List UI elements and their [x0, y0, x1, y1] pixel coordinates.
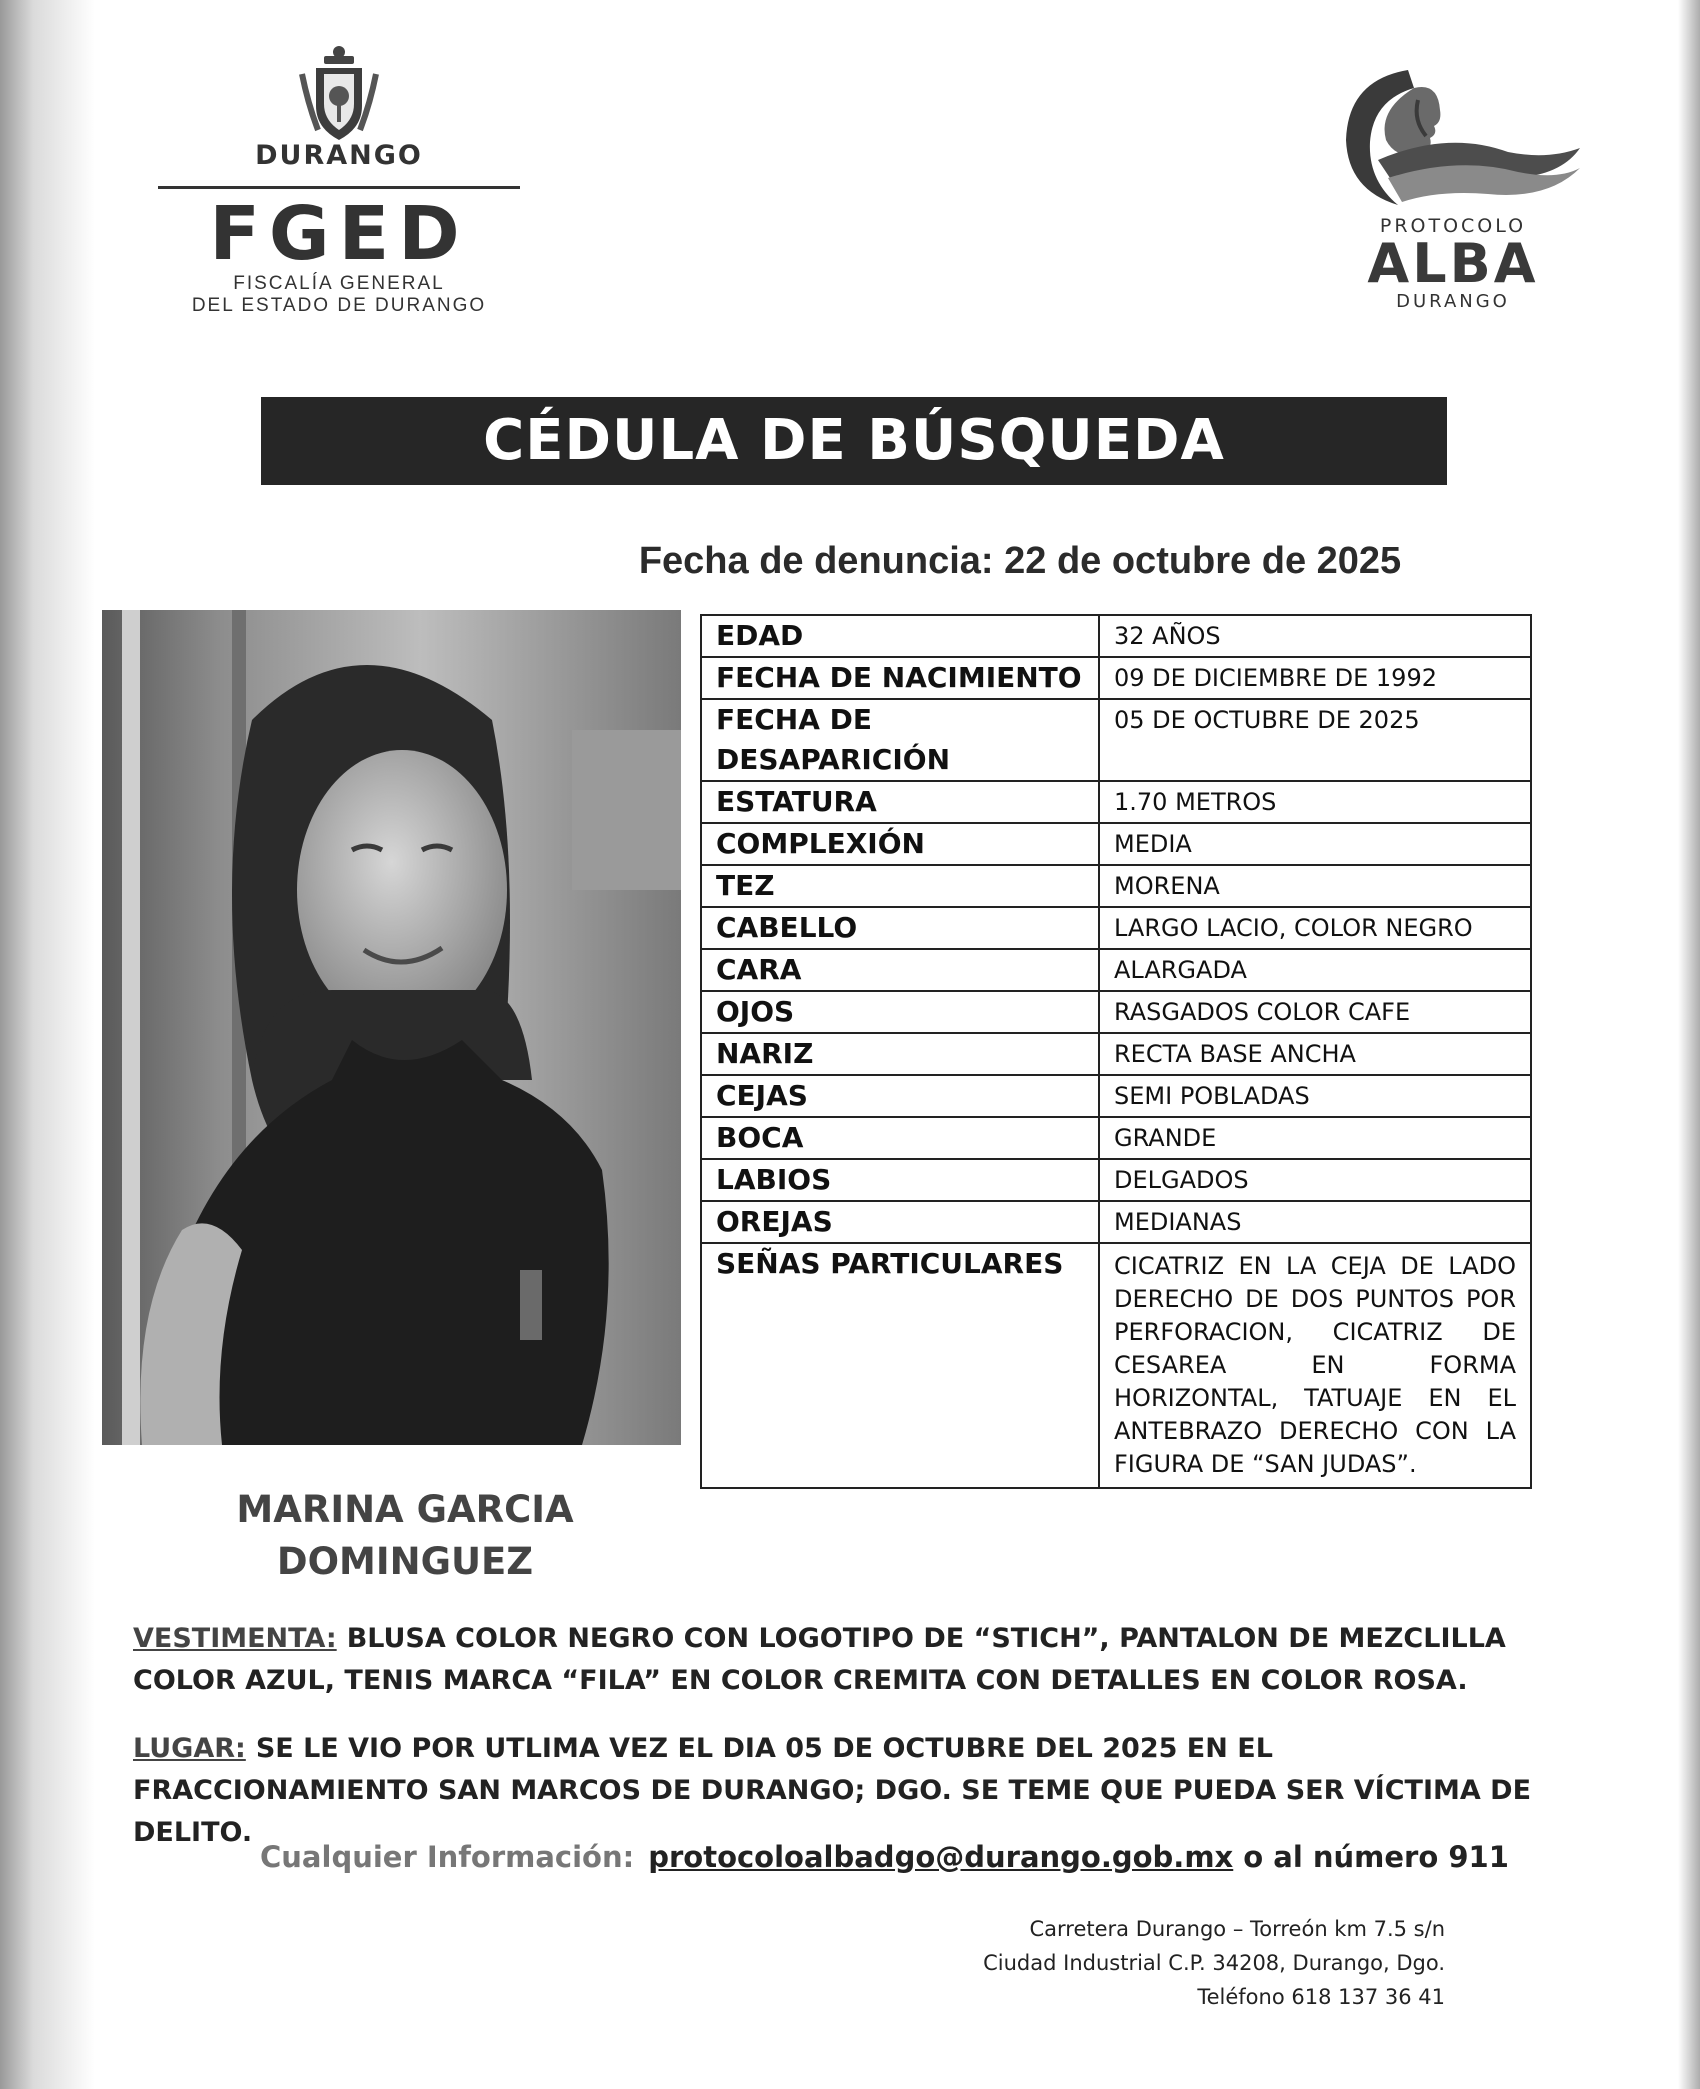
table-row: [701, 1243, 1531, 1488]
table-row: [701, 907, 1531, 949]
feature-label: CABELLO: [701, 907, 1099, 949]
clothing-text: BLUSA COLOR NEGRO CON LOGOTIPO DE “STICH”, PANTALON DE MEZCLILLA COLOR AZUL, TENIS MARCA “FILA” EN COLOR CREMITA CON DETALLES EN COLOR ROSA.: [133, 1623, 1506, 1696]
report-date: Fecha de denuncia: 22 de octubre de 2025: [638, 540, 1402, 582]
feature-label: OJOS: [701, 991, 1099, 1033]
clothing-paragraph: [133, 1618, 1563, 1702]
alba-tagline: [1318, 312, 1588, 321]
page-title: CÉDULA DE BÚSQUEDA: [261, 397, 1447, 485]
feature-value: DELGADOS: [1099, 1159, 1531, 1201]
clothing-label: VESTIMENTA:: [133, 1623, 337, 1654]
place-label: LUGAR:: [133, 1733, 246, 1764]
feature-value: GRANDE: [1099, 1117, 1531, 1159]
feature-value: MEDIANAS: [1099, 1201, 1531, 1243]
feature-value: MEDIA: [1099, 823, 1531, 865]
table-row: [701, 615, 1531, 657]
contact-line: [260, 1840, 1560, 1874]
fged-name-line1: FISCALÍA GENERAL: [233, 273, 445, 294]
feature-value: RECTA BASE ANCHA: [1099, 1033, 1531, 1075]
address-phone: Teléfono 618 137 36 41: [1197, 1985, 1445, 2009]
feature-label: NARIZ: [701, 1033, 1099, 1075]
contact-phone-text: o al número 911: [1243, 1840, 1509, 1874]
table-row: [701, 949, 1531, 991]
table-row: [701, 1117, 1531, 1159]
feature-label: FECHA DE NACIMIENTO: [701, 657, 1099, 699]
feature-label: TEZ: [701, 865, 1099, 907]
fged-acronym: FGED: [209, 191, 469, 277]
table-row: [701, 699, 1531, 781]
feature-label: CEJAS: [701, 1075, 1099, 1117]
feature-label: EDAD: [701, 615, 1099, 657]
table-row: [701, 991, 1531, 1033]
table-row: [701, 1075, 1531, 1117]
feature-label: LABIOS: [701, 1159, 1099, 1201]
feature-value: 09 DE DICIEMBRE DE 1992: [1099, 657, 1531, 699]
fged-name-line2: DEL ESTADO DE DURANGO: [191, 295, 487, 316]
table-row: [701, 1201, 1531, 1243]
address-block: [900, 1912, 1445, 2014]
feature-label: ESTATURA: [701, 781, 1099, 823]
feature-value: RASGADOS COLOR CAFE: [1099, 991, 1531, 1033]
person-name-line2: DOMINGUEZ: [276, 1540, 534, 1583]
alba-protocolo-word: PROTOCOLO: [1379, 215, 1527, 237]
missing-person-photo: [102, 610, 681, 1445]
feature-label: COMPLEXIÓN: [701, 823, 1099, 865]
place-text: SE LE VIO POR UTLIMA VEZ EL DIA 05 DE OCTUBRE DEL 2025 EN EL FRACCIONAMIENTO SAN MARCOS DE DURANGO; DGO. SE TEME QUE PUEDA SER VÍCTIMA DE DELITO.: [133, 1733, 1532, 1848]
alba-woman-profile-icon: [1318, 60, 1588, 210]
fged-divider: [158, 186, 520, 189]
table-row: [701, 823, 1531, 865]
feature-value: LARGO LACIO, COLOR NEGRO: [1099, 907, 1531, 949]
feature-value: SEMI POBLADAS: [1099, 1075, 1531, 1117]
fged-logo: [158, 44, 520, 344]
table-row: [701, 657, 1531, 699]
feature-value: 05 DE OCTUBRE DE 2025: [1099, 699, 1531, 781]
alba-logo: [1318, 60, 1588, 340]
person-name-line1: MARINA GARCIA: [236, 1488, 574, 1531]
feature-value: 1.70 METROS: [1099, 781, 1531, 823]
table-row: [701, 781, 1531, 823]
table-row: [701, 1033, 1531, 1075]
features-table: [700, 614, 1532, 1489]
feature-value: MORENA: [1099, 865, 1531, 907]
feature-value: ALARGADA: [1099, 949, 1531, 991]
alba-word: ALBA: [1367, 232, 1539, 295]
scan-shadow-left: [0, 0, 95, 2089]
place-paragraph: [133, 1728, 1563, 1854]
table-row: [701, 1159, 1531, 1201]
address-line2: Ciudad Industrial C.P. 34208, Durango, Dgo.: [983, 1951, 1445, 1975]
person-name: [200, 1484, 610, 1588]
feature-label: BOCA: [701, 1117, 1099, 1159]
table-row: [701, 865, 1531, 907]
alba-durango-word: DURANGO: [1396, 291, 1510, 312]
feature-value: 32 AÑOS: [1099, 615, 1531, 657]
scan-shadow-right: [1678, 0, 1700, 2089]
durango-crest-icon: [294, 44, 384, 144]
fged-gov-tagline: [158, 169, 520, 178]
feature-label: SEÑAS PARTICULARES: [701, 1243, 1099, 1488]
feature-value: CICATRIZ EN LA CEJA DE LADO DERECHO DE DOS PUNTOS POR PERFORACION, CICATRIZ DE CESAREA EN FORMA HORIZONTAL, TATUAJE EN EL ANTEBRAZO DERECHO CON LA FIGURA DE “SAN JUDAS”.: [1099, 1243, 1531, 1488]
fged-state-name: DURANGO: [255, 140, 423, 171]
address-line1: Carretera Durango – Torreón km 7.5 s/n: [1029, 1917, 1445, 1941]
feature-label: OREJAS: [701, 1201, 1099, 1243]
contact-email-link[interactable]: protocoloalbadgo@durango.gob.mx: [648, 1840, 1234, 1874]
contact-lead: Cualquier Información:: [260, 1840, 635, 1874]
feature-label: CARA: [701, 949, 1099, 991]
feature-label: FECHA DE DESAPARICIÓN: [701, 699, 1099, 781]
